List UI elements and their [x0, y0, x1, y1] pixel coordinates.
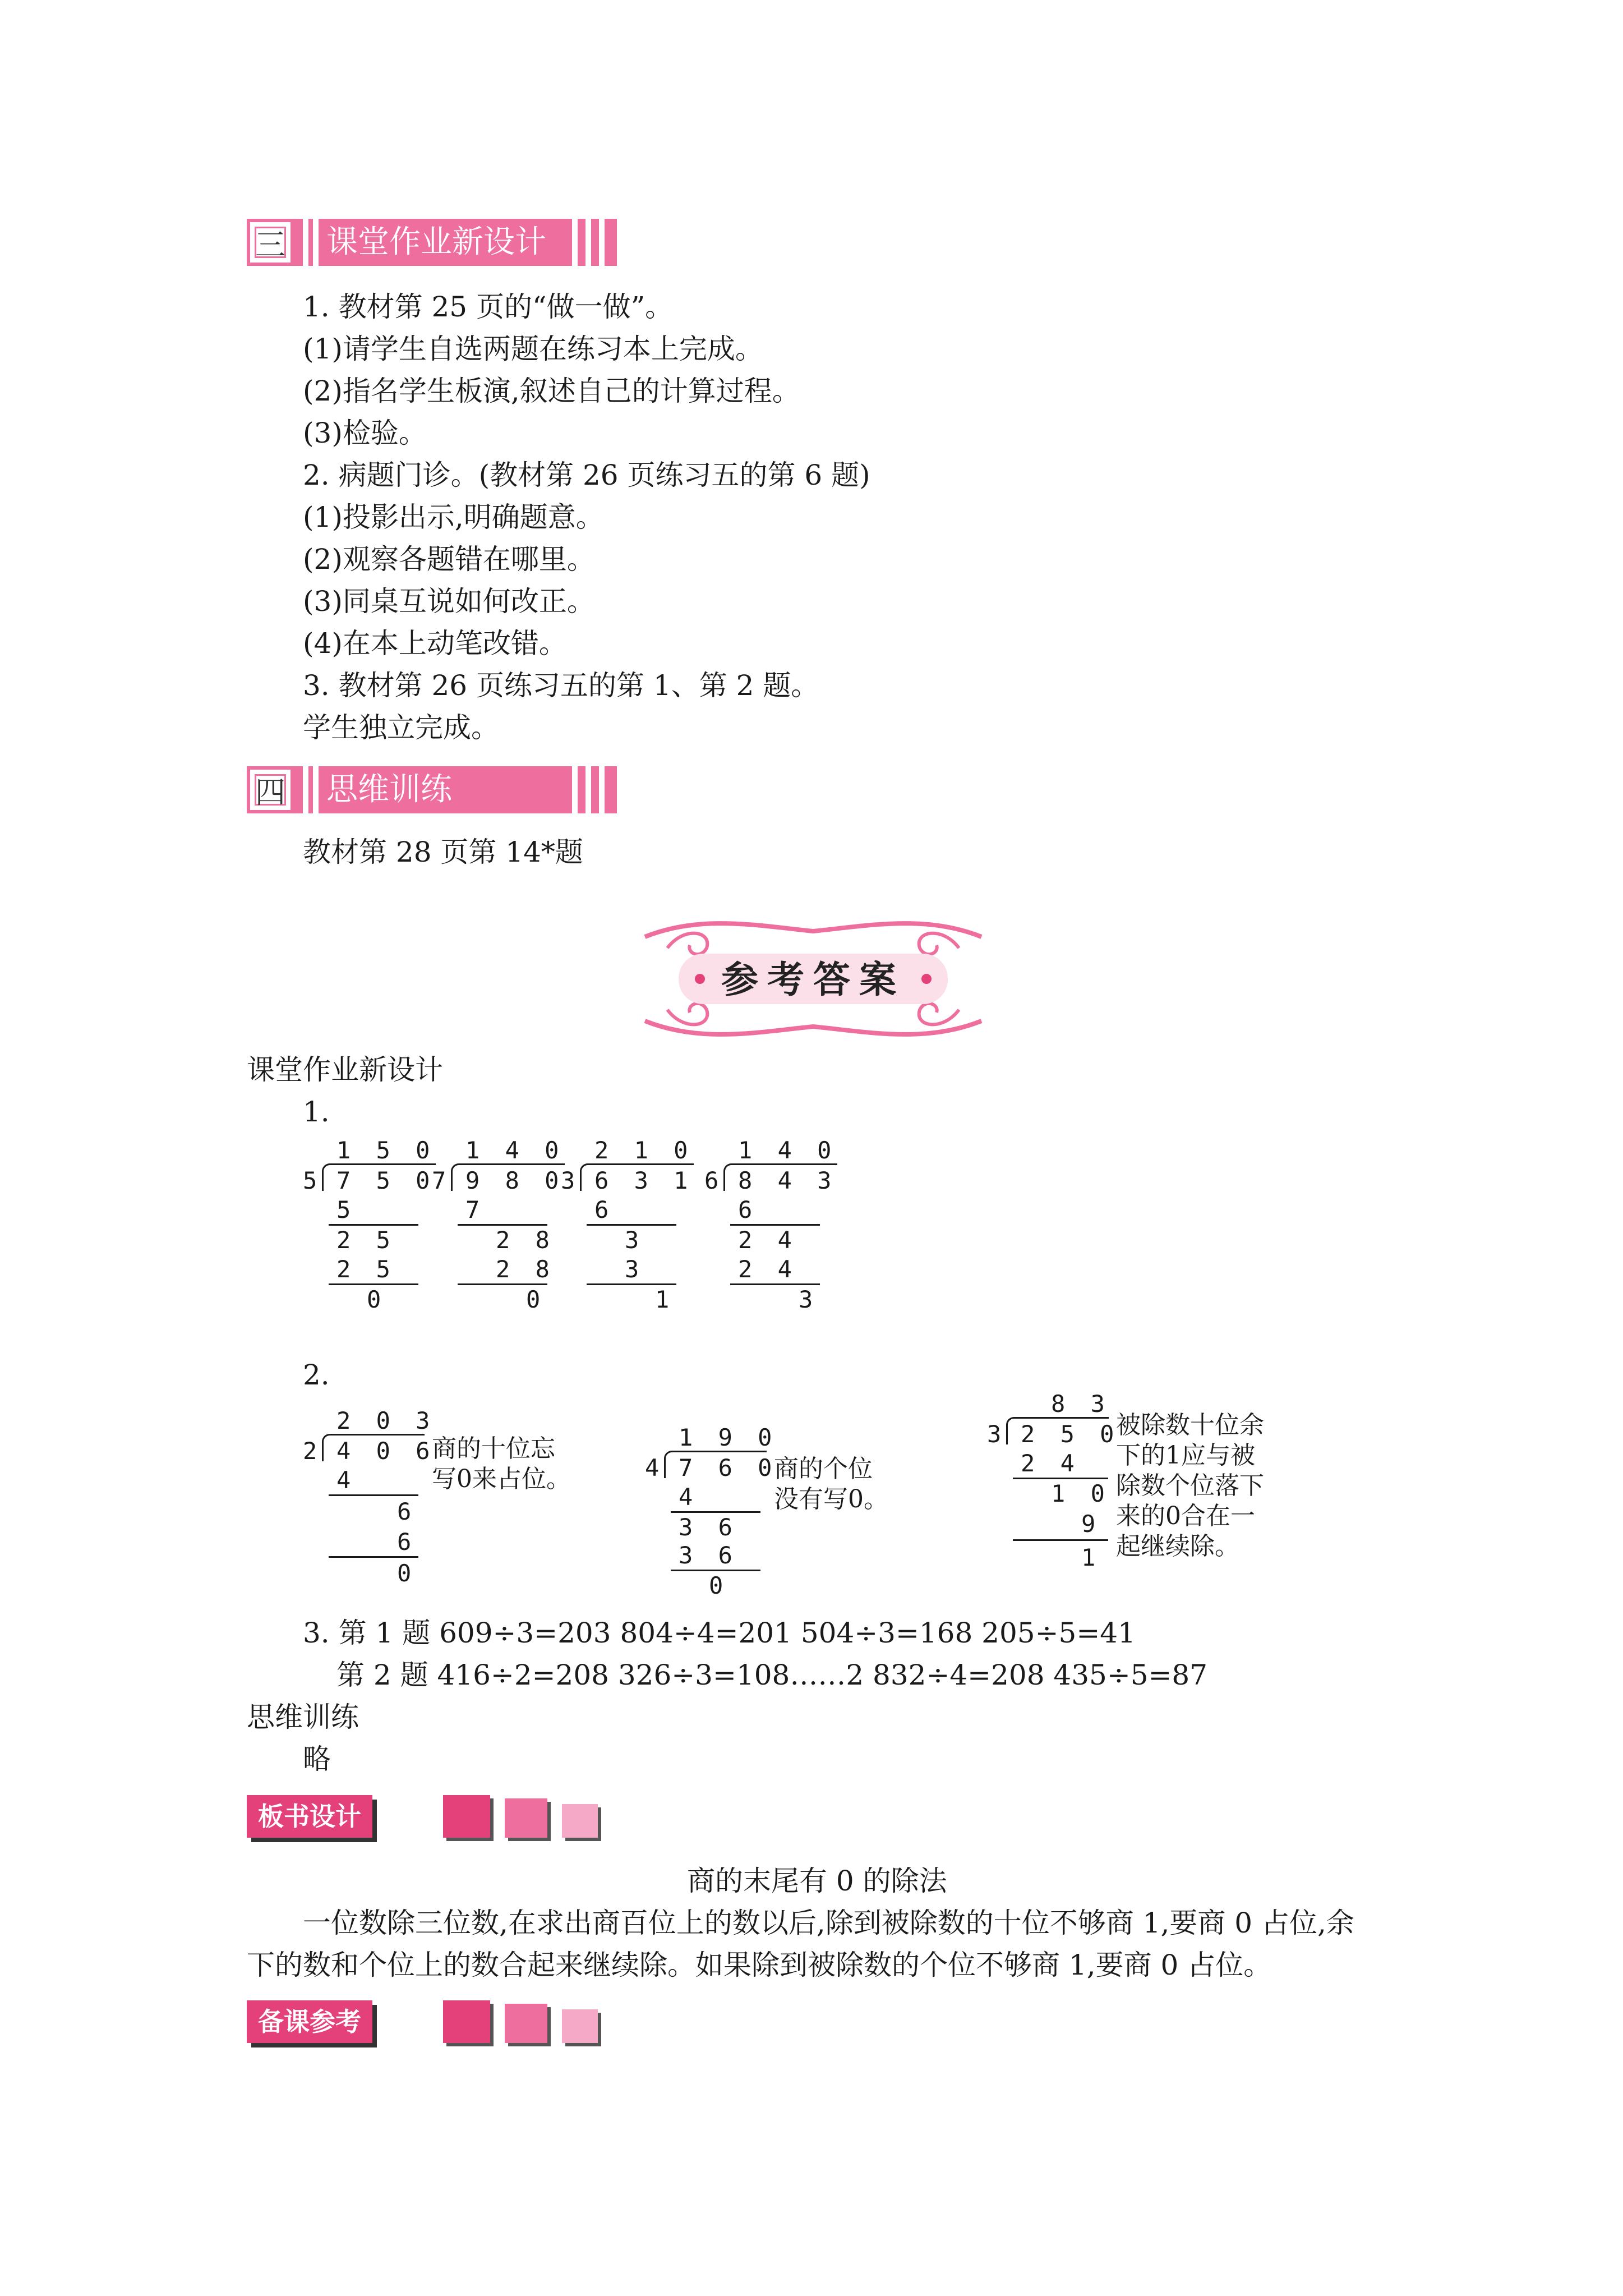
note-line: 来的0合在一: [1116, 1502, 1255, 1530]
long-division: [645, 1424, 778, 1600]
divisor: 6: [704, 1167, 725, 1194]
q3-row-2: 第 2 题 416÷2=208 326÷3=108……2 832÷4=208 435÷5=87: [336, 1659, 1208, 1691]
step: 2 5: [336, 1226, 396, 1254]
list-item: (1)请学生自选两题在练习本上完成。: [303, 333, 763, 365]
decor-square: [505, 2004, 547, 2043]
quotient: 8 3: [1051, 1390, 1110, 1418]
remainder: 0: [526, 1286, 546, 1313]
step: 4: [336, 1466, 357, 1494]
list-item: (3)检验。: [303, 417, 427, 449]
error-note: [1116, 1410, 1264, 1562]
long-division: [561, 1137, 694, 1313]
remainder: 0: [397, 1559, 417, 1587]
note-line: 下的1应与被: [1116, 1441, 1255, 1470]
list-item: 3. 教材第 26 页练习五的第 1、第 2 题。: [303, 669, 819, 702]
quotient: 1 4 0: [738, 1137, 837, 1164]
quotient: 1 5 0: [336, 1137, 436, 1164]
list-item: 1. 教材第 25 页的“做一做”。: [303, 291, 674, 323]
long-division: [303, 1137, 436, 1313]
remainder: 0: [367, 1286, 387, 1313]
dividend: 9 8 0: [465, 1167, 565, 1194]
step: 6: [397, 1528, 417, 1556]
divisor: 4: [645, 1454, 665, 1481]
quotient: 2 1 0: [594, 1137, 694, 1164]
section3-number: 三: [255, 227, 285, 263]
list-item: (4)在本上动笔改错。: [303, 627, 567, 660]
q3-row-1: 3. 第 1 题 609÷3=203 804÷4=201 504÷3=168 205÷5=41: [303, 1617, 1136, 1649]
step: 2 4: [738, 1255, 797, 1283]
board-title: 商的末尾有 0 的除法: [687, 1865, 947, 1897]
divisor: 3: [561, 1167, 581, 1194]
divisor: 7: [432, 1167, 452, 1194]
section3-header: [247, 219, 617, 266]
answers-banner-title: 参考答案: [721, 958, 905, 1001]
step: 3 6: [679, 1513, 738, 1541]
remainder: 1: [655, 1286, 675, 1313]
step: 9: [1081, 1510, 1101, 1538]
dividend: 7 6 0: [679, 1454, 778, 1481]
step: 2 5: [336, 1255, 396, 1283]
note-line: 没有写0。: [774, 1485, 888, 1513]
decor-square: [443, 2000, 490, 2043]
answers-heading-thinking: 思维训练: [247, 1701, 359, 1733]
note-line: 除数个位落下: [1116, 1471, 1264, 1500]
dividend: 2 5 0: [1021, 1420, 1120, 1448]
step: 5: [336, 1196, 357, 1223]
step: 7: [465, 1196, 486, 1223]
section4-title: 思维训练: [326, 771, 452, 808]
board-design-tag: 板书设计: [247, 1795, 372, 1838]
step: 3 6: [679, 1542, 738, 1569]
note-line: 被除数十位余: [1116, 1411, 1264, 1439]
step: 3: [625, 1226, 645, 1254]
note-line: 起继续除。: [1116, 1532, 1239, 1561]
step: 2 4: [1021, 1450, 1080, 1477]
quotient: 1 4 0: [465, 1137, 565, 1164]
step: 1 0: [1051, 1480, 1110, 1507]
step: 6: [397, 1498, 417, 1525]
remainder: 3: [799, 1286, 819, 1313]
thinking-answer: 略: [303, 1743, 331, 1775]
dividend: 4 0 6: [336, 1437, 436, 1465]
section4-header: [247, 766, 617, 813]
step: 3: [625, 1255, 645, 1283]
decor-square: [562, 2009, 598, 2043]
list-item: (3)同桌互说如何改正。: [303, 585, 595, 618]
long-division: [432, 1137, 565, 1313]
error-note: [432, 1434, 571, 1494]
long-division: [987, 1390, 1120, 1583]
step: 2 8: [496, 1226, 555, 1254]
step: 6: [738, 1196, 758, 1223]
error-note: [774, 1454, 888, 1515]
step: 6: [594, 1196, 615, 1223]
decor-square: [443, 1795, 490, 1838]
step: 2 4: [738, 1226, 797, 1254]
list-item: (2)观察各题错在哪里。: [303, 543, 595, 576]
q2-label: 2.: [303, 1359, 330, 1391]
note-line: 商的个位: [774, 1455, 873, 1483]
long-division: [704, 1137, 837, 1313]
board-text-line-2: 下的数和个位上的数合起来继续除。如果除到被除数的个位不够商 1,要商 0 占位。: [247, 1949, 1272, 1981]
list-item: (2)指名学生板演,叙述自己的计算过程。: [303, 375, 800, 407]
answers-heading-classwork: 课堂作业新设计: [247, 1053, 443, 1086]
board-text-line-1: 一位数除三位数,在求出商百位上的数以后,除到被除数的十位不够商 1,要商 0 占位,余: [303, 1907, 1354, 1939]
step: 4: [679, 1483, 699, 1511]
quotient: 1 9 0: [679, 1424, 778, 1451]
dividend: 7 5 0: [336, 1167, 436, 1194]
dividend: 6 3 1: [594, 1167, 694, 1194]
divisor: 2: [303, 1437, 323, 1465]
remainder: 0: [709, 1572, 729, 1599]
decor-square: [562, 1804, 598, 1838]
remainder: 1: [1081, 1544, 1101, 1571]
section3-title: 课堂作业新设计: [326, 224, 546, 260]
dividend: 8 4 3: [738, 1167, 837, 1194]
divisor: 3: [987, 1420, 1007, 1448]
list-item: 学生独立完成。: [303, 711, 499, 744]
step: 2 8: [496, 1255, 555, 1283]
long-division: [303, 1407, 436, 1589]
decor-square: [505, 1798, 547, 1838]
prep-reference-tag: 备课参考: [247, 2000, 372, 2043]
section4-text: 教材第 28 页第 14*题: [303, 836, 583, 868]
divisor: 5: [303, 1167, 323, 1194]
quotient: 2 0 3: [336, 1407, 436, 1434]
list-item: 2. 病题门诊。(教材第 26 页练习五的第 6 题): [303, 459, 870, 491]
note-line: 商的十位忘: [432, 1434, 555, 1463]
note-line: 写0来占位。: [432, 1465, 571, 1493]
q1-label: 1.: [303, 1096, 330, 1128]
section4-number: 四: [255, 774, 285, 810]
answers-banner: [634, 914, 993, 1043]
list-item: (1)投影出示,明确题意。: [303, 501, 604, 533]
